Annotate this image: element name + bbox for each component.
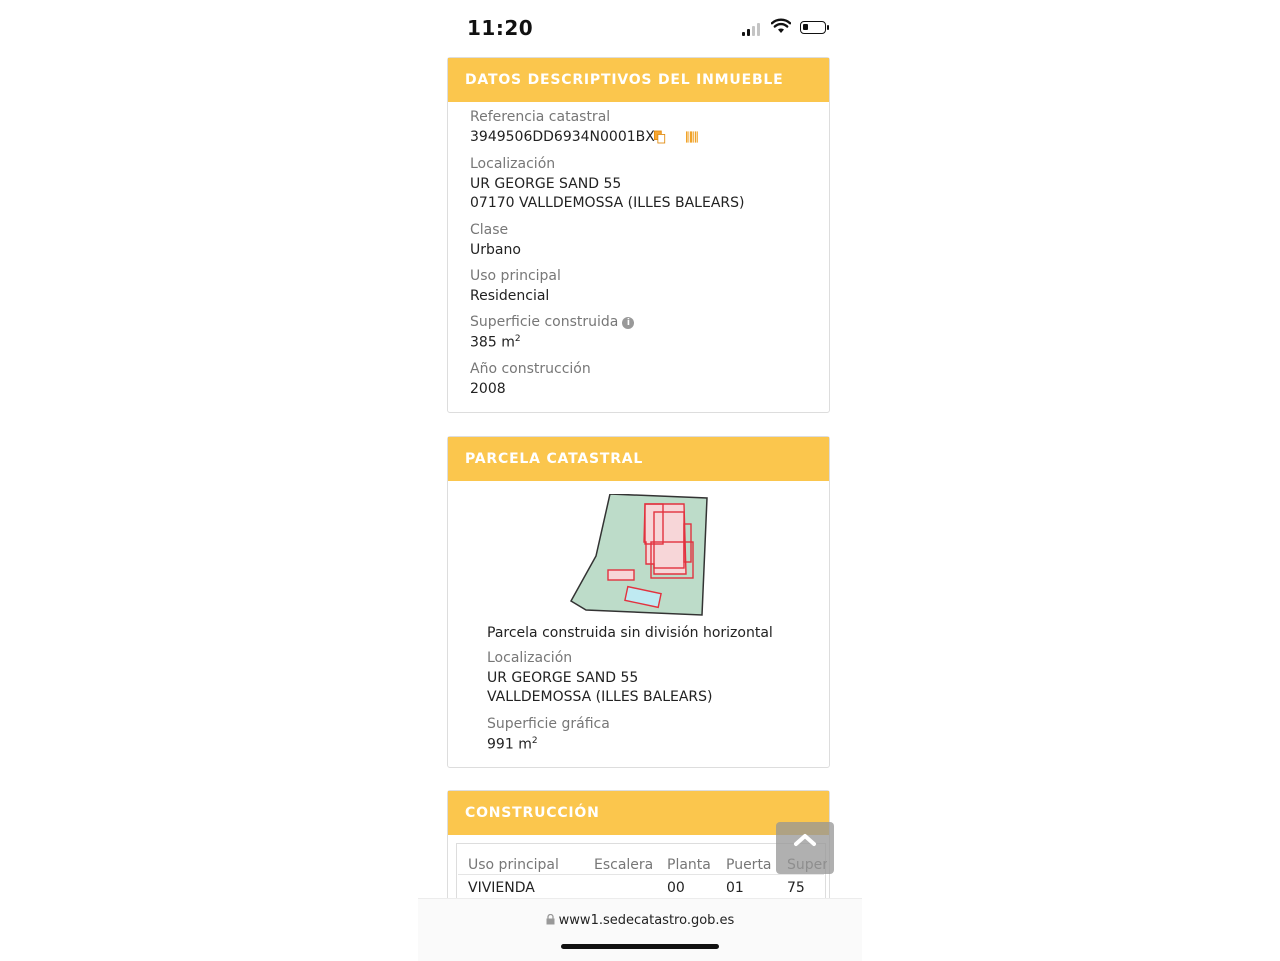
loc-line2: 07170 VALLDEMOSSA (ILLES BALEARS)	[470, 195, 745, 211]
anio-value: 2008	[470, 381, 506, 397]
col-header: Planta	[667, 857, 711, 873]
browser-bottom-bar	[418, 898, 862, 961]
col-header: Puerta	[726, 857, 772, 873]
barcode-icon[interactable]	[686, 130, 698, 144]
parcel-map[interactable]	[570, 494, 710, 618]
parcela-desc: Parcela construida sin división horizontal	[487, 625, 773, 641]
parcela-sup-label: Superficie gráfica	[487, 716, 610, 732]
superficie-unit: m	[501, 334, 515, 351]
ref-label: Referencia catastral	[470, 109, 611, 125]
home-indicator[interactable]	[561, 944, 719, 949]
loc-line1: UR GEORGE SAND 55	[470, 176, 622, 192]
url-text: www1.sedecatastro.gob.es	[558, 913, 735, 928]
col-header: Uso principal	[468, 857, 559, 873]
parcela-sup-value: 991	[487, 736, 514, 753]
table-cell: 75	[787, 880, 805, 896]
cellular-signal-icon	[742, 22, 764, 36]
battery-icon	[800, 21, 826, 34]
uso-label: Uso principal	[470, 268, 561, 284]
scroll-to-top-button[interactable]	[776, 822, 834, 874]
ref-value: 3949506DD6934N0001BX	[470, 129, 655, 145]
parcela-loc-line2: VALLDEMOSSA (ILLES BALEARS)	[487, 689, 713, 705]
lock-icon	[546, 914, 555, 925]
inmueble-panel-title: DATOS DESCRIPTIVOS DEL INMUEBLE	[448, 58, 829, 102]
table-cell: VIVIENDA	[468, 880, 535, 896]
table-cell: 01	[726, 880, 744, 896]
anio-label: Año construcción	[470, 361, 591, 377]
clase-label: Clase	[470, 222, 509, 238]
loc-label: Localización	[470, 156, 556, 172]
chevron-up-icon	[776, 822, 834, 852]
table-divider	[458, 874, 824, 875]
wifi-icon	[771, 18, 791, 34]
superficie-label-row	[470, 314, 634, 330]
phone-screen	[418, 0, 862, 960]
status-bar	[418, 0, 862, 56]
superficie-value: 385	[470, 334, 497, 351]
superficie-value-row: 385 $m^2$	[470, 334, 521, 351]
copy-icon[interactable]	[654, 130, 666, 144]
parcela-sup-row: 991 $m^2$	[487, 736, 538, 753]
col-header: Escalera	[594, 857, 654, 873]
uso-value: Residencial	[470, 288, 550, 304]
clase-value: Urbano	[470, 242, 521, 258]
info-icon[interactable]: i	[622, 317, 634, 329]
parcela-loc-line1: UR GEORGE SAND 55	[487, 670, 639, 686]
construccion-panel-title: CONSTRUCCIÓN	[448, 791, 829, 835]
parcela-panel-title: PARCELA CATASTRAL	[448, 437, 829, 481]
superficie-label: Superficie construida	[470, 314, 619, 330]
parcela-loc-label: Localización	[487, 650, 573, 666]
status-time: 11:20	[467, 16, 534, 40]
parcela-sup-unit: m	[518, 736, 532, 753]
table-cell: 00	[667, 880, 685, 896]
address-bar[interactable]	[418, 913, 862, 928]
